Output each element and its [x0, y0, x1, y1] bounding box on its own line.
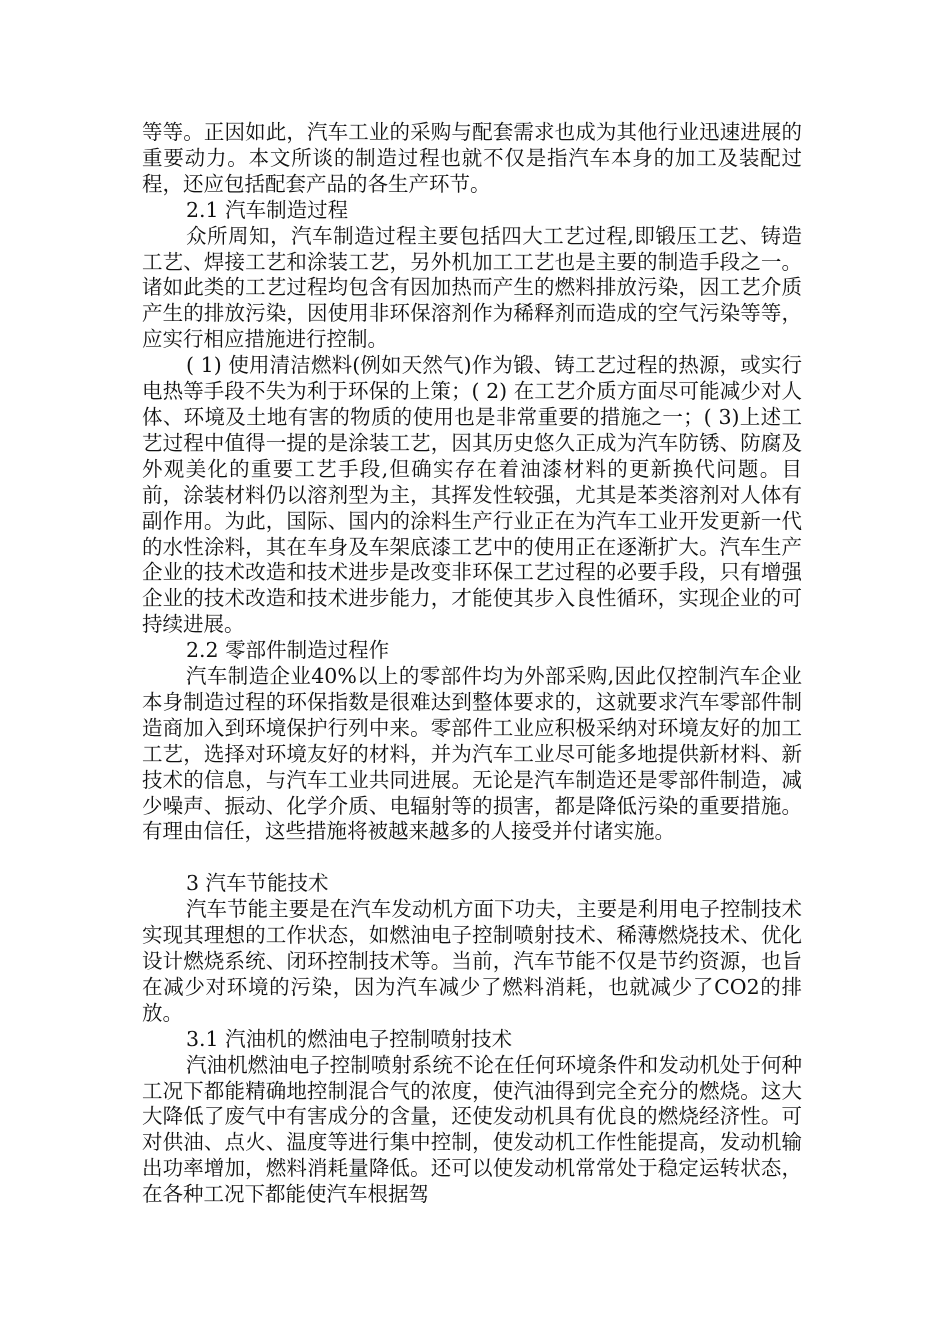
paragraph-parts-manufacturing: 汽车制造企业40%以上的零部件均为外部采购,因此仅控制汽车企业本身制造过程的环保指数是很难达到整体要求的，这就要求汽车零部件制造商加入到环境保护行列中来。零部件工业应积极采纳对环境友好的加工工艺，选择对环境友好的材料，并为汽车工业尽可能多地提供新材料、新技术的信息，与汽车工业共同进展。无论是汽车制造还是零部件制造，减少噪声、振动、化学介质、电辐射等的损害，都是降低污染的重要措施。有理由信任，这些措施将被越来越多的人接受并付诸实施。: [142, 664, 802, 844]
paragraph-spacer: [142, 845, 802, 871]
paragraph-manufacturing-process: 众所周知，汽车制造过程主要包括四大工艺过程,即锻压工艺、铸造工艺、焊接工艺和涂装工艺，另外机加工工艺也是主要的制造手段之一。诸如此类的工艺过程均包含有因加热而产生的燃料排放污染，因工艺介质产生的排放污染，因使用非环保溶剂作为稀释剂而造成的空气污染等等，应实行相应措施进行控制。: [142, 223, 802, 352]
section-heading-3-1: 3.1 汽油机的燃油电子控制喷射技术: [186, 1026, 513, 1051]
paragraph-continued: 等等。正因如此，汽车工业的采购与配套需求也成为其他行业迅速进展的重要动力。本文所谈的制造过程也就不仅是指汽车本身的加工及装配过程，还应包括配套产品的各生产环节。: [142, 120, 802, 196]
paragraph-energy-saving: 汽车节能主要是在汽车发动机方面下功夫，主要是利用电子控制技术实现其理想的工作状态，如燃油电子控制喷射技术、稀薄燃烧技术、优化设计燃烧系统、闭环控制技术等。当前，汽车节能不仅是节约资源，也旨在减少对环境的污染，因为汽车减少了燃料消耗，也就减少了CO2的排放。: [142, 897, 802, 1025]
document-body: [142, 120, 802, 1208]
section-heading-2-2: 2.2 零部件制造过程作: [186, 638, 390, 663]
paragraph-measures: ( 1) 使用清洁燃料(例如天然气)作为锻、铸工艺过程的热源，或实行电热等手段不失为利于环保的上策；( 2) 在工艺介质方面尽可能减少对人体、环境及土地有害的物质的使用也是非常重要的措施之一；( 3)上述工艺过程中值得一提的是涂装工艺，因其历史悠久正成为汽车防锈、防腐及外观美化的重要工艺手段,但确实存在着油漆材料的更新换代问题。目前，涂装材料仍以溶剂型为主，其挥发性较强，尤其是苯类溶剂对人体有副作用。为此，国际、国内的涂料生产行业正在为汽车工业开发更新一代的水性涂料，其在车身及车架底漆工艺中的使用正在逐渐扩大。汽车生产企业的技术改造和技术进步是改变非环保工艺过程的必要手段，只有增强企业的技术改造和技术进步能力，才能使其步入良性循环，实现企业的可持续进展。: [142, 353, 802, 637]
section-heading-3: 3 汽车节能技术: [186, 871, 329, 896]
section-heading-2-1: 2.1 汽车制造过程: [186, 197, 349, 222]
paragraph-fuel-injection: 汽油机燃油电子控制喷射系统不论在任何环境条件和发动机处于何种工况下都能精确地控制混合气的浓度，使汽油得到完全充分的燃烧。这大大降低了废气中有害成分的含量，还使发动机具有优良的燃烧经济性。可对供油、点火、温度等进行集中控制，使发动机工作性能提高，发动机输出功率增加，燃料消耗量降低。还可以使发动机常常处于稳定运转状态，在各种工况下都能使汽车根据驾: [142, 1052, 802, 1207]
